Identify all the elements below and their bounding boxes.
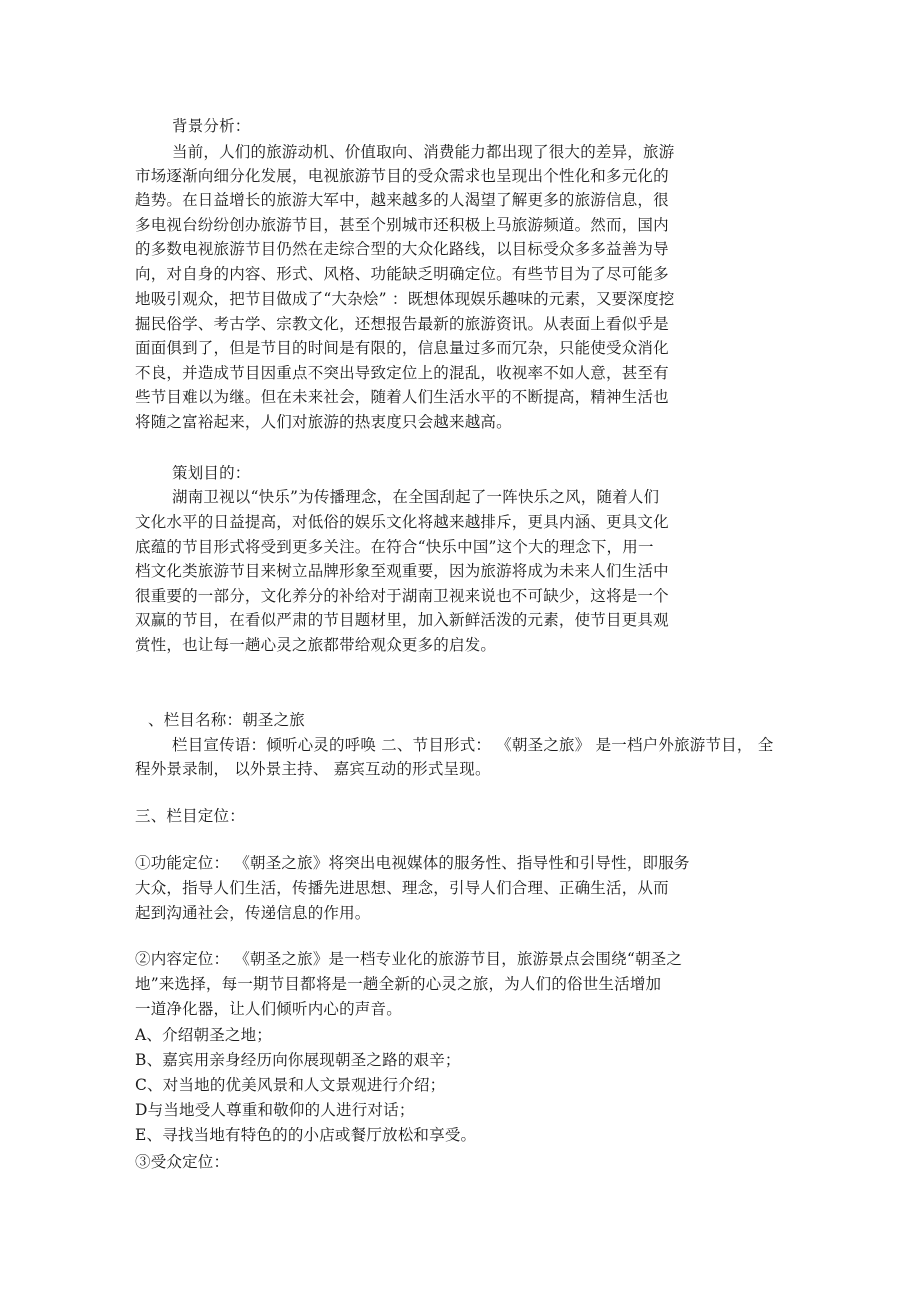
function-positioning-line: 大众，指导人们生活，传播先进思想、理念，引导人们合理、正确生活，从而	[135, 879, 669, 897]
purpose-line: 很重要的一部分，文化养分的补给对于湖南卫视来说也不可缺少，这将是一个	[135, 587, 669, 605]
program-slogan-line: 程外景录制， 以外景主持、 嘉宾互动的形式呈现。	[135, 760, 491, 778]
positioning-heading: 三、栏目定位：	[135, 807, 245, 825]
background-line: 不良，并造成节目因重点不突出导致定位上的混乱，收视率不如人意，甚至有	[135, 364, 669, 382]
purpose-line: 底蕴的节目形式将受到更多关注。在符合“快乐中国”这个大的理念下，用一	[135, 538, 654, 556]
content-list-item: A、介绍朝圣之地；	[135, 1026, 272, 1044]
purpose-line: 湖南卫视以“快乐”为传播理念，在全国刮起了一阵快乐之风，随着人们	[172, 488, 660, 506]
purpose-line: 档文化类旅游节目来树立品牌形象至观重要，因为旅游将成为未来人们生活中	[135, 562, 669, 580]
background-line: 掘民俗学、考古学、宗教文化，还想报告最新的旅游资讯。从表面上看似乎是	[135, 315, 669, 333]
program-name: 、栏目名称：朝圣之旅	[148, 711, 306, 729]
background-line: 市场逐渐向细分化发展，电视旅游节目的受众需求也呈现出个性化和多元化的	[135, 167, 669, 185]
content-list-item: E、寻找当地有特色的的小店或餐厅放松和享受。	[135, 1126, 477, 1144]
content-list-item: B、嘉宾用亲身经历向你展现朝圣之路的艰辛；	[135, 1051, 461, 1069]
background-line: 当前，人们的旅游动机、价值取向、消费能力都出现了很大的差异，旅游	[172, 143, 675, 161]
content-positioning-line: ②内容定位： 《朝圣之旅》是一档专业化的旅游节目，旅游景点会围绕“朝圣之	[135, 950, 683, 968]
background-line: 地吸引观众，把节目做成了“大杂烩” ：既想体现娱乐趣味的元素，又要深度挖	[135, 290, 675, 308]
background-line: 些节目难以为继。但在未来社会，随着人们生活水平的不断提高，精神生活也	[135, 388, 669, 406]
background-heading: 背景分析：	[172, 117, 251, 135]
function-positioning-line: ①功能定位： 《朝圣之旅》将突出电视媒体的服务性、指导性和引导性，即服务	[135, 854, 690, 872]
purpose-heading: 策划目的：	[172, 464, 251, 482]
function-positioning-line: 起到沟通社会，传递信息的作用。	[135, 904, 371, 922]
purpose-line: 赏性，也让每一趟心灵之旅都带给观众更多的启发。	[135, 636, 497, 654]
background-line: 趋势。在日益增长的旅游大军中，越来越多的人渴望了解更多的旅游信息，很	[135, 191, 669, 209]
background-line: 面面俱到了，但是节目的时间是有限的，信息量过多而冗杂，只能使受众消化	[135, 339, 669, 357]
purpose-line: 文化水平的日益提高，对低俗的娱乐文化将越来越排斥，更具内涵、更具文化	[135, 513, 669, 531]
audience-positioning-heading: ③受众定位：	[135, 1153, 230, 1171]
background-line: 多电视台纷纷创办旅游节目，甚至个别城市还积极上马旅游频道。然而，国内	[135, 216, 669, 234]
content-positioning-line: 地”来选择，每一期节目都将是一趟全新的心灵之旅，为人们的俗世生活增加	[135, 975, 662, 993]
content-list-item: C、对当地的优美风景和人文景观进行介绍；	[135, 1076, 446, 1094]
content-positioning-line: 一道净化器，让人们倾听内心的声音。	[135, 1000, 402, 1018]
background-line: 将随之富裕起来，人们对旅游的热衷度只会越来越高。	[135, 413, 512, 431]
content-list-item: D与当地受人尊重和敬仰的人进行对话；	[135, 1101, 415, 1119]
program-slogan-line: 栏目宣传语：倾听心灵的呼唤 二、节目形式： 《朝圣之旅》 是一档户外旅游节目， 全	[172, 736, 774, 754]
purpose-line: 双赢的节目，在看似严肃的节目题材里，加入新鲜活泼的元素，使节目更具观	[135, 611, 669, 629]
background-line: 的多数电视旅游节目仍然在走综合型的大众化路线，以目标受众多多益善为导	[135, 240, 669, 258]
background-line: 向，对自身的内容、形式、风格、功能缺乏明确定位。有些节目为了尽可能多	[135, 265, 669, 283]
